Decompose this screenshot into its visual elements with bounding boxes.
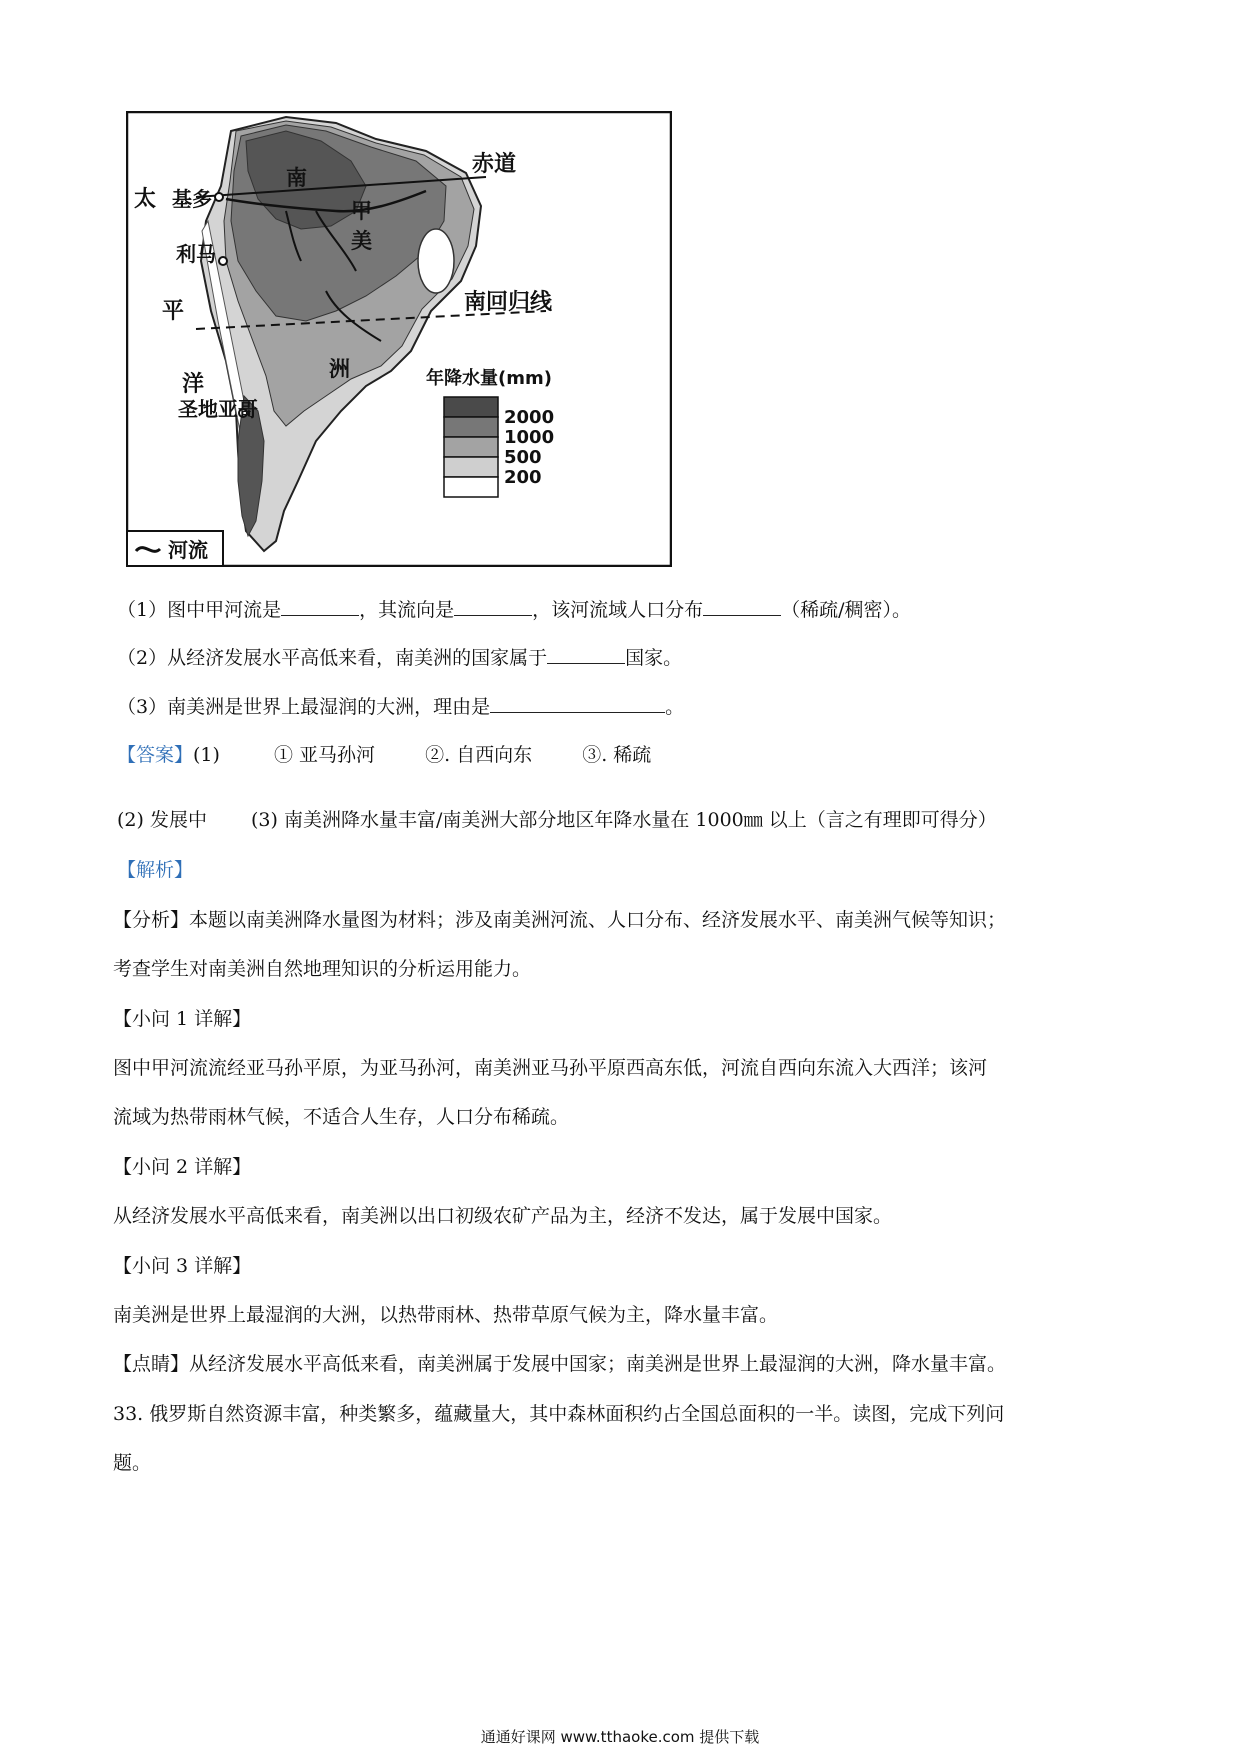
q1-text-1: （1）图中甲河流是 <box>117 599 282 621</box>
south-america-precipitation-map <box>126 111 672 567</box>
question-2 <box>117 643 682 672</box>
q1-blank-river <box>281 595 359 616</box>
legend-value-500: 500 <box>504 447 542 468</box>
legend-value-1000: 1000 <box>504 427 555 448</box>
q2-text-2: 国家。 <box>625 647 683 669</box>
answer-item-1: ① 亚马孙河 <box>273 744 376 766</box>
answer-tag: 【答案】 <box>117 744 194 766</box>
continent-label-2: 美 <box>351 229 372 253</box>
east-dry-pocket <box>418 229 454 293</box>
equator-label: 赤道 <box>472 152 517 177</box>
q3-text-1: （3）南美洲是世界上最湿润的大洲，理由是 <box>117 696 491 718</box>
city-jiduo-label: 基多 <box>172 187 212 211</box>
ocean-label-3: 洋 <box>182 372 205 397</box>
city-santiago-label: 圣地亚哥 <box>178 397 258 421</box>
legend-value-200: 200 <box>504 467 542 488</box>
city-lima-label: 利马 <box>176 242 216 266</box>
river-jia-label: 甲 <box>351 199 372 223</box>
q1-text-3: ，该河流域人口分布 <box>532 599 704 621</box>
q1-blank-direction <box>454 595 532 616</box>
q1-text-4: （稀疏/稠密）。 <box>781 599 912 621</box>
legend-swatch-4 <box>444 457 498 477</box>
q1-text-2: ，其流向是 <box>359 599 455 621</box>
river-legend-label: 河流 <box>168 538 208 562</box>
dianjing: 【点睛】从经济发展水平高低来看，南美洲属于发展中国家；南美洲是世界上最湿润的大洲，降水量丰富。 <box>113 1353 1007 1375</box>
ocean-label-2: 平 <box>162 299 185 324</box>
q2-blank <box>547 643 625 664</box>
legend-value-2000: 2000 <box>504 407 555 428</box>
continent-label-3: 洲 <box>329 357 350 381</box>
legend-title: 年降水量(mm) <box>426 368 552 389</box>
analysis-fenxi-2: 考查学生对南美洲自然地理知识的分析运用能力。 <box>113 958 532 980</box>
answer-item-3: ③. 稀疏 <box>582 744 652 766</box>
q3-text-2: 。 <box>665 696 685 718</box>
subquestion-2-title: 【小问 2 详解】 <box>113 1156 252 1178</box>
q1-blank-population <box>703 595 781 616</box>
legend-swatch-3 <box>444 437 498 457</box>
continent-label-1: 南 <box>286 166 307 190</box>
subquestion-2-line-1: 从经济发展水平高低来看，南美洲以出口初级农矿产品为主，经济不发达，属于发展中国家。 <box>113 1205 893 1227</box>
answer-prefix: (1) <box>193 744 220 766</box>
answer-2: (2) 发展中 <box>117 809 207 831</box>
analysis-fenxi-1: 【分析】本题以南美洲降水量图为材料；涉及南美洲河流、人口分布、经济发展水平、南美洲气候等知识； <box>113 909 1007 931</box>
question-3 <box>117 692 684 721</box>
subquestion-1-line-1: 图中甲河流流经亚马孙平原，为亚马孙河，南美洲亚马孙平原西高东低，河流自西向东流入大西洋；该河 <box>113 1057 988 1079</box>
tropic-label: 南回归线 <box>464 290 553 315</box>
answer-line-2 <box>117 806 997 834</box>
answer-3: (3) 南美洲降水量丰富/南美洲大部分地区年降水量在 1000㎜ 以上（言之有理即可得分） <box>251 809 997 831</box>
q2-text-1: （2）从经济发展水平高低来看，南美洲的国家属于 <box>117 647 548 669</box>
legend-swatch-2 <box>444 417 498 437</box>
map-figure <box>126 111 672 567</box>
answer-line-1 <box>117 741 651 769</box>
legend-swatch-1 <box>444 397 498 417</box>
analysis-tag: 【解析】 <box>117 859 194 881</box>
subquestion-1-line-2: 流域为热带雨林气候，不适合人生存，人口分布稀疏。 <box>113 1106 570 1128</box>
q3-blank <box>490 692 665 713</box>
subquestion-3-title: 【小问 3 详解】 <box>113 1255 252 1277</box>
subquestion-1-title: 【小问 1 详解】 <box>113 1008 252 1030</box>
city-lima-dot <box>219 257 227 265</box>
legend-swatch-5 <box>444 477 498 497</box>
footer-source: 通通好课网 www.tthaoke.com 提供下载 <box>480 1728 760 1746</box>
question-33-line-1: 33. 俄罗斯自然资源丰富，种类繁多，蕴藏量大，其中森林面积约占全国总面积的一半。读图，完成下列问 <box>113 1403 1005 1425</box>
question-33-line-2: 题。 <box>113 1452 152 1474</box>
question-1 <box>117 595 911 624</box>
answer-item-2: ②. 自西向东 <box>425 744 533 766</box>
ocean-label-1: 太 <box>134 187 157 212</box>
city-jiduo-dot <box>215 193 223 201</box>
subquestion-3-line-1: 南美洲是世界上最湿润的大洲，以热带雨林、热带草原气候为主，降水量丰富。 <box>113 1304 779 1326</box>
